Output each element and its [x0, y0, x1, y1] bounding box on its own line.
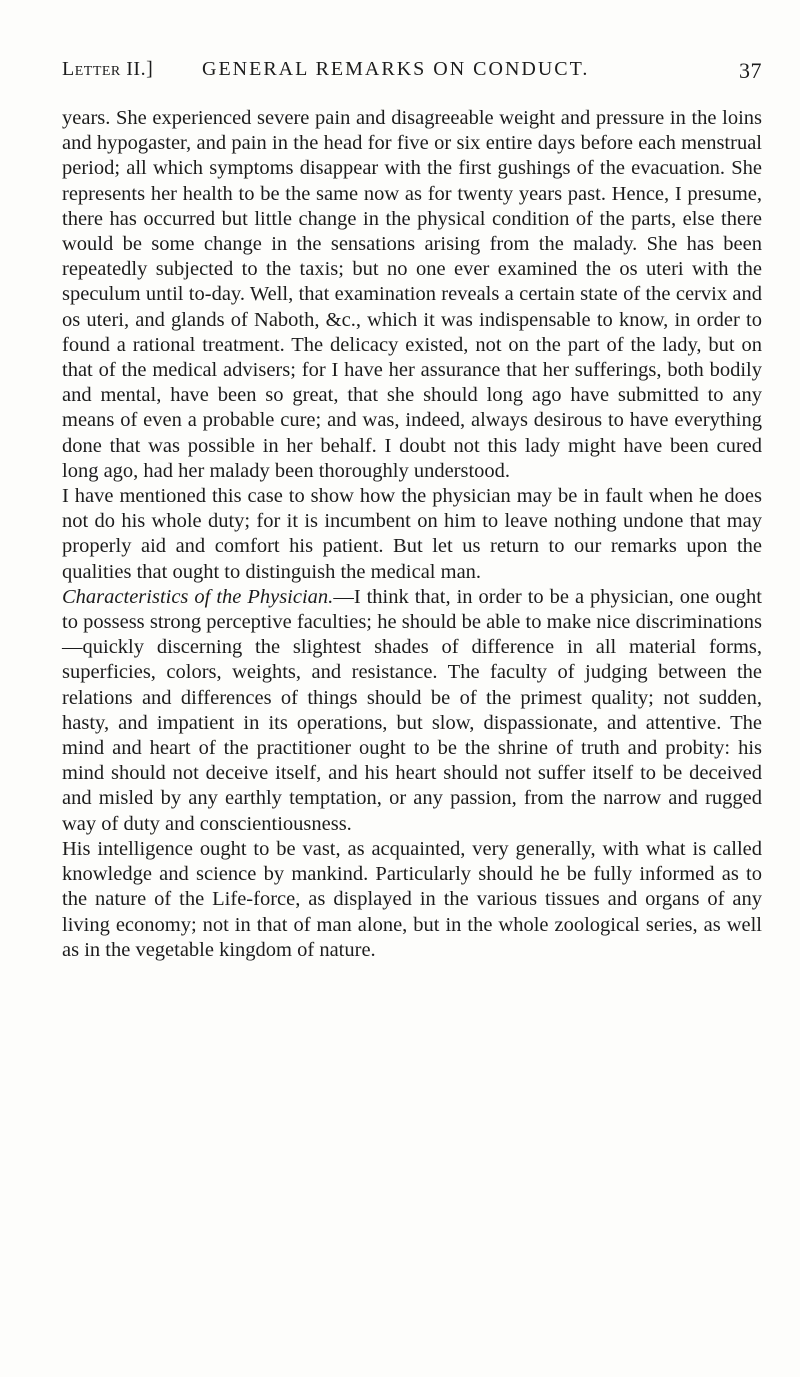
paragraph-intelligence: His intelligence ought to be vast, as acquainted, very generally, with what is called knowledge and science by mankind. Particularly should he be fully informed as to the nature of the Life-force, as displayed in the various tissues and organs of any living economy; not in that of man alone, but in the whole zoological series, as well as in the vegetable kingdom of nature.	[62, 837, 762, 961]
section-heading: Characteristics of the Physician.	[62, 585, 334, 608]
section-paragraph: —I think that, in order to be a physician, one ought to possess strong perceptive faculties; he should be able to make nice discriminations—quickly discerning the slightest shades of difference in all material forms, superficies, colors, weights, and resistance. The faculty of judging between the relations and differences of things should be of the primest quality; not sudden, hasty, and impatient in its operations, but slow, dispassionate, and attentive. The mind and heart of the practitioner ought to be the shrine of truth and probity: his mind should not deceive itself, and his heart should not suffer itself to be deceived and misled by any earthly temptation, or any passion, from the narrow and rugged way of duty and conscientiousness.	[62, 585, 762, 835]
running-head	[62, 58, 762, 84]
body-text	[62, 106, 762, 963]
running-head-letter: Letter II.]	[62, 58, 154, 80]
running-head-title: GENERAL REMARKS ON CONDUCT.	[202, 58, 590, 80]
paragraph-case-continuation: years. She experienced severe pain and disagreeable weight and pressure in the loins and hypogaster, and pain in the head for five or six entire days before each menstrual period; all which symptoms disappear with the first gushings of the evacuation. She represents her health to be the same now as for twenty years past. Hence, I presume, there has occurred but little change in the physical condition of the parts, else there would be some change in the sensations arising from the malady. She has been repeatedly subjected to the taxis; but no one ever examined the os uteri with the speculum until to-day. Well, that examination reveals a certain state of the cervix and os uteri, and glands of Naboth, &c., which it was indispensable to know, in order to found a rational treatment. The delicacy existed, not on the part of the lady, but on that of the medical advisers; for I have her assurance that her sufferings, both bodily and mental, have been so great, that she should long ago have submitted to any means of even a probable cure; and was, indeed, always desirous to have everything done that was possible in her behalf. I doubt not this lady might have been cured long ago, had her malady been thoroughly understood.	[62, 107, 762, 482]
page-number: 37	[739, 58, 762, 83]
paragraph-characteristics	[62, 585, 762, 837]
paragraph-case-conclusion: I have mentioned this case to show how the physician may be in fault when he does not do his whole duty; for it is incumbent on him to leave nothing undone that may properly aid and comfort his patient. But let us return to our remarks upon the qualities that ought to distinguish the medical man.	[62, 485, 762, 583]
